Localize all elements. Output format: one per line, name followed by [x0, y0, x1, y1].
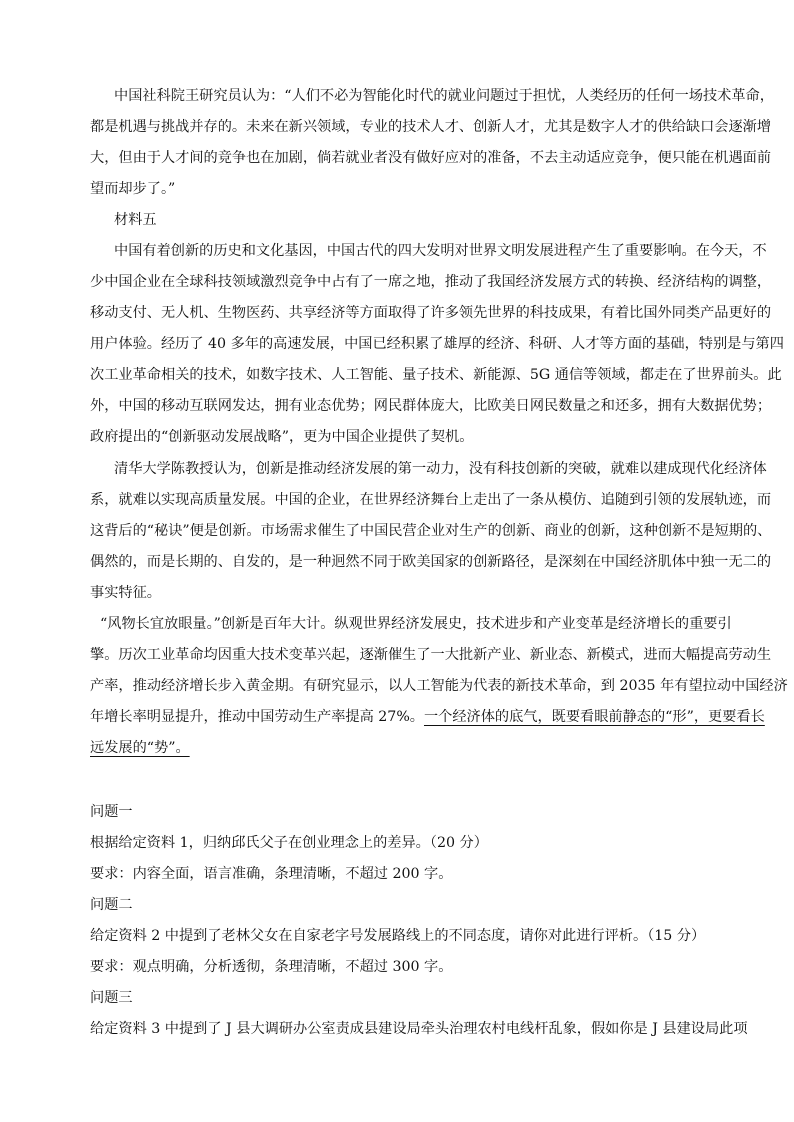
section-title: 材料五 [114, 212, 157, 228]
paragraph-line: 擎。历次工业革命均因重大技术变革兴起，逐渐催生了一大批新产业、新业态、新模式，进而大幅提高劳动生 [90, 647, 772, 663]
paragraph-line: 偶然的，而是长期的、自发的，是一种迥然不同于欧美国家的创新路径，是深刻在中国经济肌体中独一无二的 [90, 554, 772, 570]
paragraph-line: 大，但由于人才间的竞争也在加剧，倘若就业者没有做好应对的准备，不去主动适应竞争，便只能在机遇面前 [90, 150, 772, 166]
paragraph-line: 政府提出的“创新驱动发展战略”，更为中国企业提供了契机。 [90, 429, 474, 445]
question-text: 给定资料 2 中提到了老林父女在自家老字号发展路线上的不同态度，请你对此进行评析。（15 分） [90, 928, 706, 944]
paragraph-line: 中国有着创新的历史和文化基因，中国古代的四大发明对世界文明发展进程产生了重要影响。在今天，不 [114, 243, 767, 259]
paragraph-line: 都是机遇与挑战并存的。未来在新兴领域，专业的技术人才、创新人才，尤其是数字人才的供给缺口会逐渐增 [90, 119, 772, 135]
paragraph-line: 清华大学陈教授认为，创新是推动经济发展的第一动力，没有科技创新的突破，就难以建成现代化经济体 [114, 461, 767, 477]
paragraph-line: 产率，推动经济增长步入黄金期。有研究显示，以人工智能为代表的新技术革命，到 2035 年有望拉动中国经济 [90, 678, 788, 694]
paragraph-line: 中国社科院王研究员认为：“人们不必为智能化时代的就业问题过于担忧，人类经历的任何一场技术革命， [114, 88, 774, 104]
paragraph-line: 移动支付、无人机、生物医药、共享经济等方面取得了许多领先世界的科技成果，有着比国外同类产品更好的 [90, 305, 772, 321]
paragraph-line: 次工业革命相关的技术，如数字技术、人工智能、量子技术、新能源、5G 通信等领域，都走在了世界前头。此 [90, 367, 782, 383]
paragraph-line: 系，就难以实现高质量发展。中国的企业，在世界经济舞台上走出了一条从模仿、追随到引领的发展轨迹，而 [90, 492, 772, 508]
paragraph-line: 外，中国的移动互联网发达，拥有业态优势；网民群体庞大，比欧美日网民数量之和还多，拥有大数据优势； [90, 398, 772, 414]
question-text: 给定资料 3 中提到了 J 县大调研办公室责成县建设局牵头治理农村电线杆乱象，假如你是 J 县建设局此项 [90, 1021, 748, 1037]
paragraph-line: 少中国企业在全球科技领域激烈竞争中占有了一席之地，推动了我国经济发展方式的转换、经济结构的调整， [90, 274, 772, 290]
paragraph-line: 事实特征。 [90, 585, 161, 601]
question-requirement: 要求：内容全面，语言准确，条理清晰，不超过 200 字。 [90, 866, 453, 882]
paragraph-line: 望而却步了。” [90, 181, 176, 197]
question-title: 问题二 [90, 897, 133, 913]
question-title: 问题三 [90, 990, 133, 1006]
question-title: 问题一 [90, 804, 133, 820]
paragraph-text: 年增长率明显提升，推动中国劳动生产率提高 27%。 [90, 709, 424, 725]
question-requirement: 要求：观点明确，分析透彻，条理清晰，不超过 300 字。 [90, 959, 453, 975]
paragraph-line: “风物长宜放眼量。”创新是百年大计。纵观世界经济发展史，技术进步和产业变革是经济增长的重要引 [100, 616, 732, 632]
underlined-text: 一个经济体的底气，既要看眼前静态的“形”，更要看长 [423, 709, 765, 725]
paragraph-line: 用户体验。经历了 40 多年的高速发展，中国已经积累了雄厚的经济、科研、人才等方面的基础，特别是与第四 [90, 336, 784, 352]
underlined-text: 远发展的“势”。 [90, 740, 190, 756]
question-text: 根据给定资料 1，归纳邱氏父子在创业理念上的差异。（20 分） [90, 835, 488, 851]
paragraph-line [90, 707, 765, 727]
paragraph-line: 这背后的“秘诀”便是创新。市场需求催生了中国民营企业对生产的创新、商业的创新，这种创新不是短期的、 [90, 523, 772, 539]
